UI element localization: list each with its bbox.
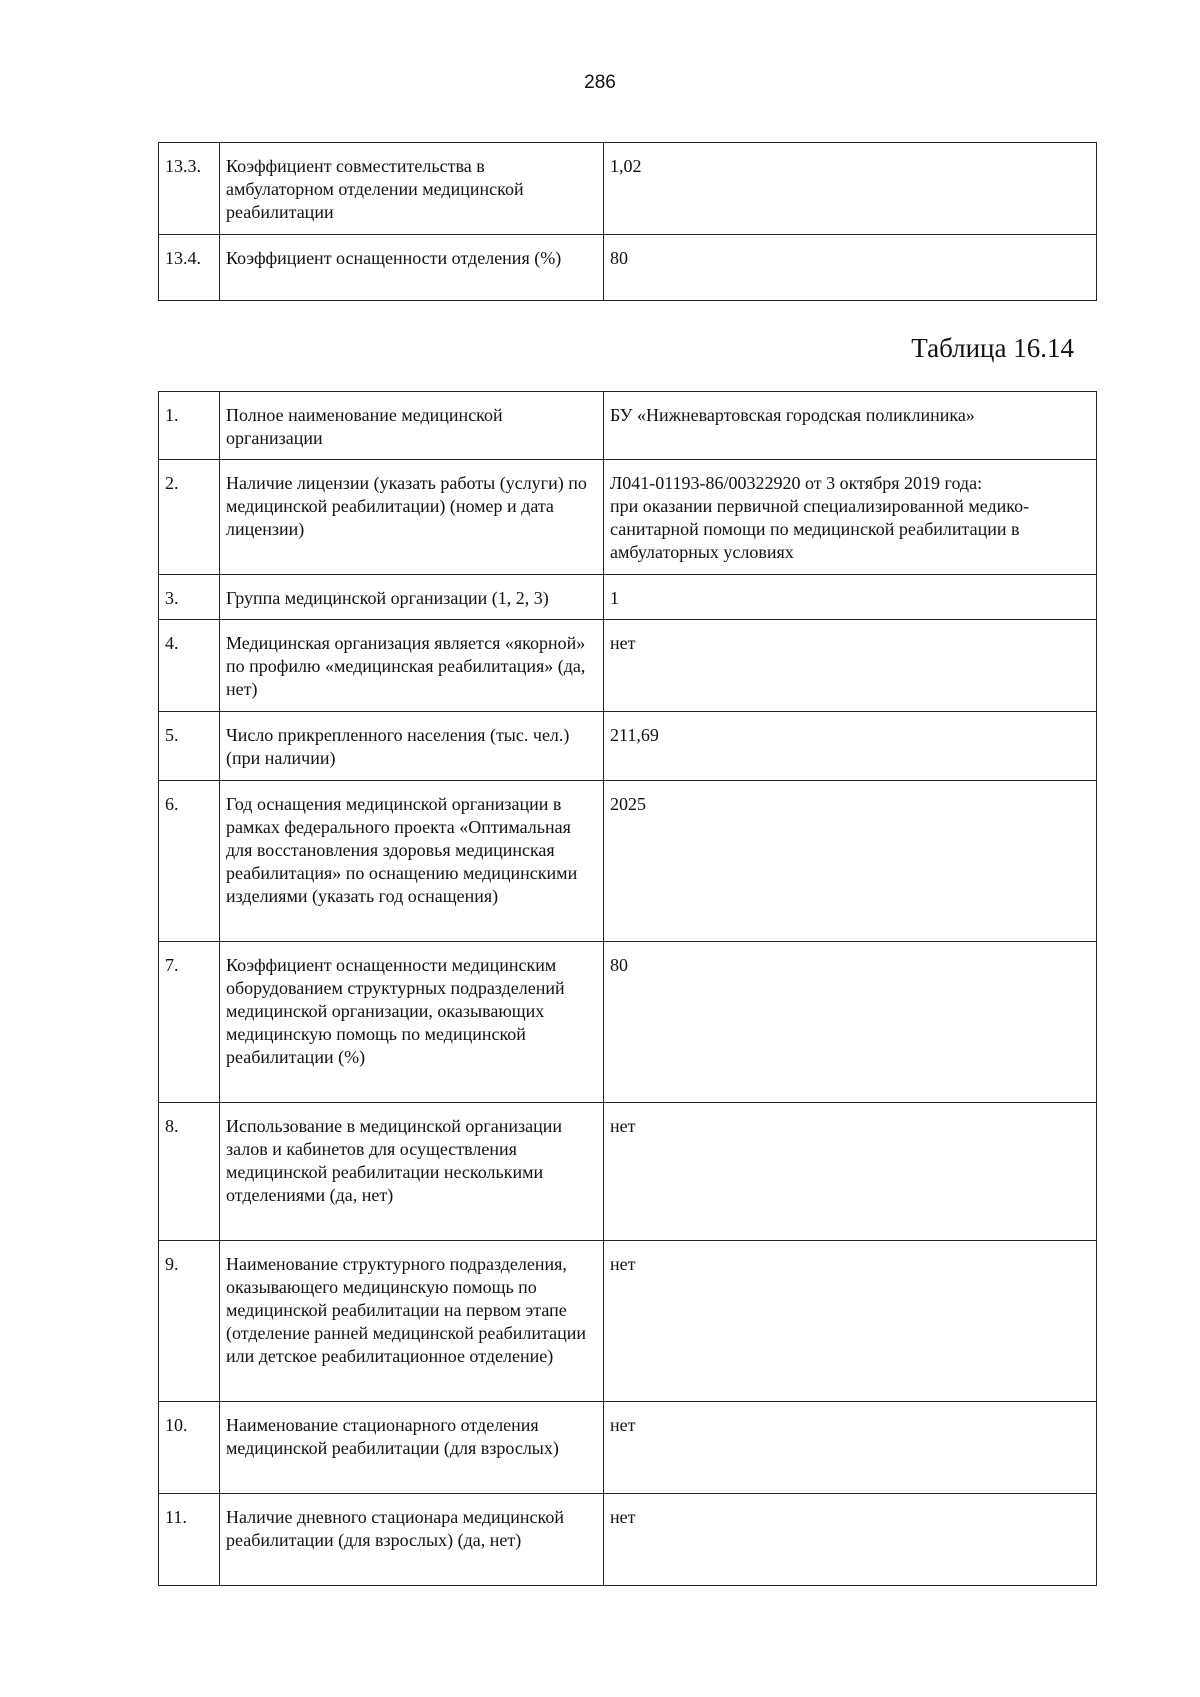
row-value xyxy=(604,460,1097,575)
license-scope: при оказании первичной специализированной медико-санитарной помощи по медицинской реабилитации в амбулаторных условиях xyxy=(610,496,1030,562)
row-value: 211,69 xyxy=(604,712,1097,781)
row-value: 2025 xyxy=(604,781,1097,942)
row-label: Группа медицинской организации (1, 2, 3) xyxy=(220,575,604,620)
table-row xyxy=(159,1494,1097,1586)
row-value: нет xyxy=(604,1402,1097,1494)
row-number: 7. xyxy=(159,942,220,1103)
table-row xyxy=(159,1103,1097,1241)
row-number: 4. xyxy=(159,620,220,712)
table-row xyxy=(159,781,1097,942)
table-row xyxy=(159,1241,1097,1402)
row-number: 13.4. xyxy=(159,235,220,301)
row-number: 10. xyxy=(159,1402,220,1494)
row-label: Коэффициент совместительства в амбулаторном отделении медицинской реабилитации xyxy=(220,143,604,235)
row-label: Число прикрепленного населения (тыс. чел.) (при наличии) xyxy=(220,712,604,781)
row-label: Наименование структурного подразделения, оказывающего медицинскую помощь по медицинской реабилитации на первом этапе (отделение ранней медицинской реабилитации или детское реабилитационное отделение) xyxy=(220,1241,604,1402)
table-caption: Таблица 16.14 xyxy=(911,333,1074,363)
row-value: 80 xyxy=(604,942,1097,1103)
row-number: 6. xyxy=(159,781,220,942)
row-label: Наличие дневного стационара медицинской реабилитации (для взрослых) (да, нет) xyxy=(220,1494,604,1586)
row-value: нет xyxy=(604,1103,1097,1241)
table-row xyxy=(159,942,1097,1103)
row-number: 1. xyxy=(159,392,220,460)
row-number: 9. xyxy=(159,1241,220,1402)
row-label: Коэффициент оснащенности медицинским оборудованием структурных подразделений медицинской организации, оказывающих медицинскую помощь по медицинской реабилитации (%) xyxy=(220,942,604,1103)
table-row xyxy=(159,143,1097,235)
row-value: БУ «Нижневартовская городская поликлиника» xyxy=(604,392,1097,460)
row-label: Наличие лицензии (указать работы (услуги) по медицинской реабилитации) (номер и дата лицензии) xyxy=(220,460,604,575)
row-label: Наименование стационарного отделения медицинской реабилитации (для взрослых) xyxy=(220,1402,604,1494)
organization-table xyxy=(158,391,1097,1586)
row-value: 1,02 xyxy=(604,143,1097,235)
row-value: нет xyxy=(604,620,1097,712)
continued-table xyxy=(158,142,1097,301)
row-value: 1 xyxy=(604,575,1097,620)
table-row xyxy=(159,575,1097,620)
row-number: 2. xyxy=(159,460,220,575)
table-row xyxy=(159,392,1097,460)
page-number: 286 xyxy=(584,72,616,93)
table-row xyxy=(159,620,1097,712)
row-value: нет xyxy=(604,1241,1097,1402)
table-row xyxy=(159,235,1097,301)
row-number: 13.3. xyxy=(159,143,220,235)
row-number: 3. xyxy=(159,575,220,620)
row-value: 80 xyxy=(604,235,1097,301)
row-number: 8. xyxy=(159,1103,220,1241)
row-label: Год оснащения медицинской организации в рамках федерального проекта «Оптимальная для восстановления здоровья медицинская реабилитация» по оснащению медицинскими изделиями (указать год оснащения) xyxy=(220,781,604,942)
table-row xyxy=(159,1402,1097,1494)
table-row xyxy=(159,712,1097,781)
row-value: нет xyxy=(604,1494,1097,1586)
row-label: Медицинская организация является «якорной» по профилю «медицинская реабилитация» (да, нет) xyxy=(220,620,604,712)
row-label: Использование в медицинской организации залов и кабинетов для осуществления медицинской реабилитации несколькими отделениями (да, нет) xyxy=(220,1103,604,1241)
row-label: Полное наименование медицинской организации xyxy=(220,392,604,460)
row-number: 11. xyxy=(159,1494,220,1586)
row-label: Коэффициент оснащенности отделения (%) xyxy=(220,235,604,301)
license-number: Л041-01193-86/00322920 от 3 октября 2019 года: xyxy=(610,473,983,493)
table-row xyxy=(159,460,1097,575)
row-number: 5. xyxy=(159,712,220,781)
